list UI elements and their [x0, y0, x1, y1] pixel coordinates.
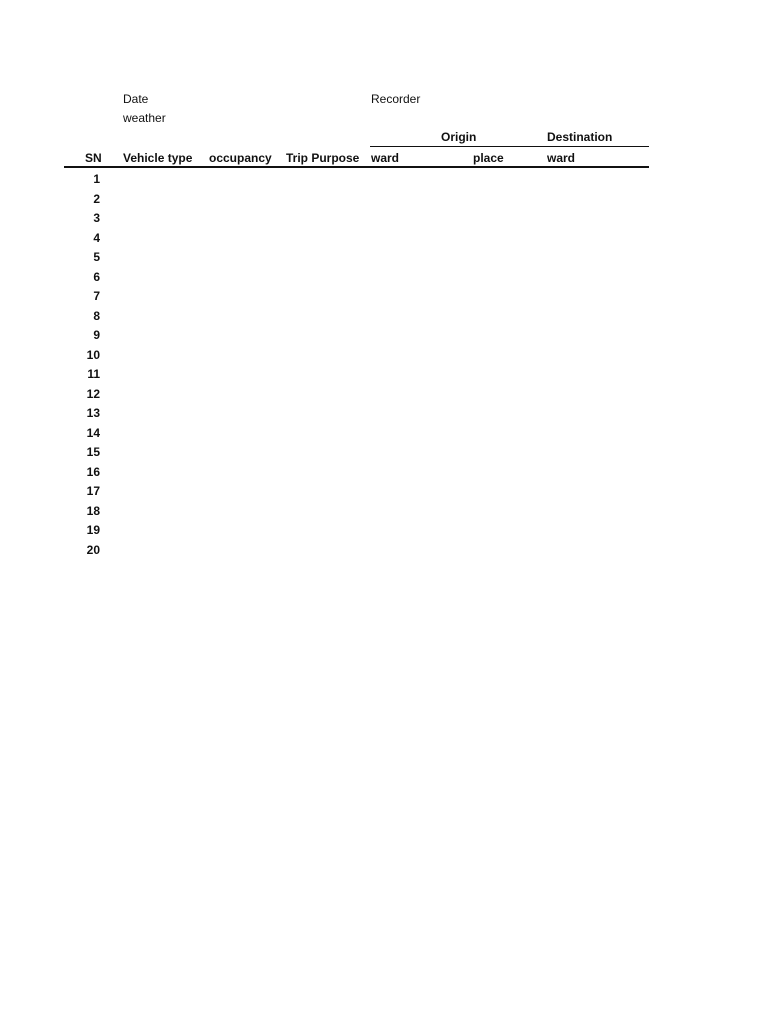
column-header-sn: SN [85, 151, 102, 165]
group-header-rule [370, 146, 649, 147]
date-label: Date [123, 92, 149, 106]
row-serial-number: 16 [86, 464, 100, 479]
row-serial-number: 6 [93, 269, 100, 284]
row-serial-number: 15 [86, 445, 100, 460]
destination-group-header: Destination [547, 130, 613, 144]
row-serial-number: 20 [86, 542, 100, 557]
serial-number-list [66, 171, 100, 561]
row-serial-number: 19 [86, 523, 100, 538]
column-header-origin-place: place [473, 151, 504, 165]
column-header-occupancy: occupancy [209, 151, 272, 165]
row-serial-number: 17 [86, 484, 100, 499]
row-serial-number: 18 [86, 503, 100, 518]
column-header-origin-ward: ward [371, 151, 400, 165]
column-header-destination-ward: ward [547, 151, 576, 165]
row-serial-number: 2 [93, 191, 100, 206]
row-serial-number: 3 [93, 211, 100, 226]
row-serial-number: 4 [93, 230, 100, 245]
row-serial-number: 9 [93, 328, 100, 343]
row-serial-number: 1 [93, 172, 100, 186]
row-serial-number: 8 [93, 308, 100, 323]
row-serial-number: 11 [87, 367, 100, 382]
header-bottom-rule [64, 166, 649, 168]
row-serial-number: 7 [93, 289, 100, 304]
recorder-label: Recorder [371, 92, 421, 106]
origin-group-header: Origin [441, 130, 477, 144]
row-serial-number: 14 [86, 425, 100, 440]
row-serial-number: 10 [86, 347, 100, 362]
weather-label: weather [123, 111, 166, 125]
row-serial-number: 13 [86, 406, 100, 421]
row-serial-number: 12 [86, 386, 100, 401]
column-header-trip-purpose: Trip Purpose [286, 151, 360, 165]
row-serial-number: 5 [93, 250, 100, 265]
column-header-vehicle-type: Vehicle type [123, 151, 193, 165]
